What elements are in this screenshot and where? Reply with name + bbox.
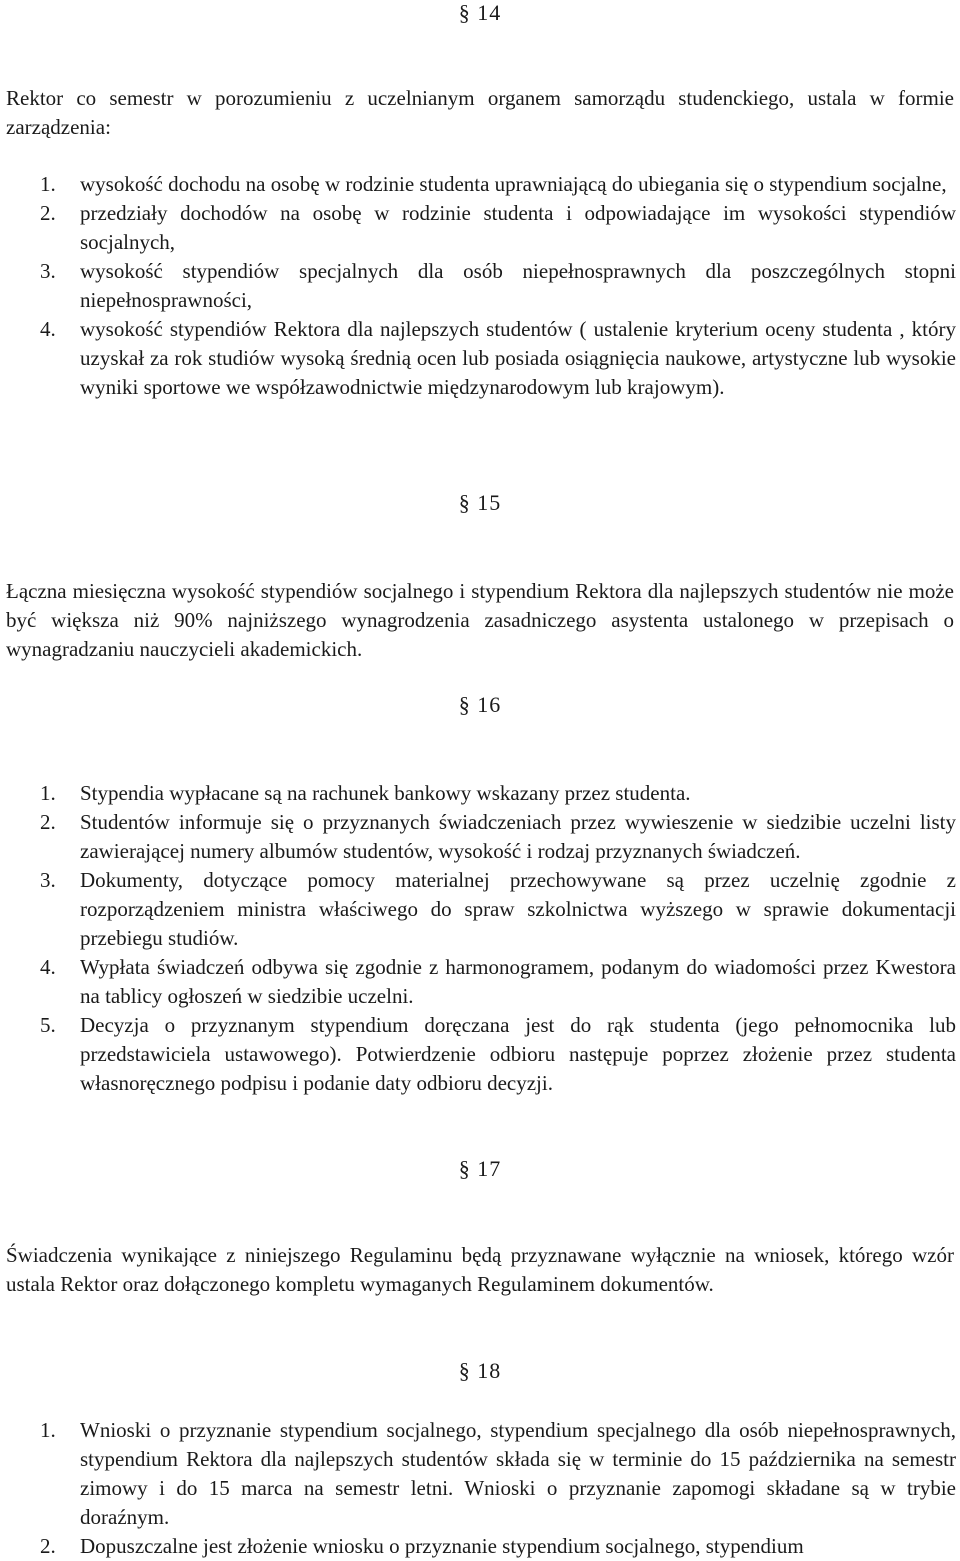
list-item (0, 170, 956, 199)
section-16-list (0, 779, 956, 1098)
list-item (0, 1416, 956, 1532)
item-number: 4. (40, 317, 56, 341)
list-item (0, 953, 956, 1011)
list-item (0, 257, 956, 315)
section-heading-14: § 14 (458, 0, 502, 25)
section-18-list (0, 1416, 956, 1561)
list-item (0, 779, 956, 808)
list-item (0, 866, 956, 953)
item-text: wysokość stypendiów specjalnych dla osób niepełnosprawnych dla poszczególnych stopni niepełnosprawności, (80, 259, 956, 312)
item-text: Wypłata świadczeń odbywa się zgodnie z harmonogramem, podanym do wiadomości przez Kwestora na tablicy ogłoszeń w siedzibie uczelni. (80, 955, 956, 1008)
item-number: 1. (40, 781, 56, 805)
item-text: Decyzja o przyznanym stypendium doręczana jest do rąk studenta (jego pełnomocnika lub przedstawiciela ustawowego). Potwierdzenie odbioru następuje poprzez złożenie przez studenta własnoręcznego podpisu i podanie daty odbioru decyzji. (80, 1013, 956, 1095)
section-17-text: Świadczenia wynikające z niniejszego Regulaminu będą przyznawane wyłącznie na wniosek, którego wzór ustala Rektor oraz dołączonego kompletu wymaganych Regulaminem dokumentów. (6, 1243, 954, 1296)
item-number: 2. (40, 201, 56, 225)
item-text: przedziały dochodów na osobę w rodzinie studenta i odpowiadające im wysokości stypendiów socjalnych, (80, 201, 956, 254)
item-number: 1. (40, 1418, 56, 1442)
item-number: 1. (40, 172, 56, 196)
item-number: 4. (40, 955, 56, 979)
section-heading-15: § 15 (458, 490, 502, 515)
section-15-text: Łączna miesięczna wysokość stypendiów socjalnego i stypendium Rektora dla najlepszych studentów nie może być większa niż 90% najniższego wynagrodzenia zasadniczego asystenta ustalonego w przepisach o wynagradzaniu nauczycieli akademickich. (6, 579, 954, 661)
item-number: 2. (40, 810, 56, 834)
section-heading-16: § 16 (458, 692, 502, 717)
item-number: 2. (40, 1534, 56, 1558)
item-text: wysokość stypendiów Rektora dla najlepszych studentów ( ustalenie kryterium oceny studenta , który uzyskał za rok studiów wysoką średnią ocen lub posiada osiągnięcia naukowe, artystyczne lub wysokie wyniki sportowe we współzawodnictwie międzynarodowym lub krajowym). (80, 317, 956, 399)
item-text: Stypendia wypłacane są na rachunek bankowy wskazany przez studenta. (80, 781, 691, 805)
item-text: wysokość dochodu na osobę w rodzinie studenta uprawniającą do ubiegania się o stypendium socjalne, (80, 172, 947, 196)
item-text: Dokumenty, dotyczące pomocy materialnej przechowywane są przez uczelnię zgodnie z rozporządzeniem ministra właściwego do spraw szkolnictwa wyższego w sprawie dokumentacji przebiegu studiów. (80, 868, 956, 950)
item-text: Wnioski o przyznanie stypendium socjalnego, stypendium specjalnego dla osób niepełnosprawnych, stypendium Rektora dla najlepszych studentów składa się w terminie do 15 października na semestr zimowy i do 15 marca na semestr letni. Wnioski o przyznanie zapomogi składane są w trybie doraźnym. (80, 1418, 956, 1529)
list-item (0, 1011, 956, 1098)
list-item (0, 1532, 956, 1561)
item-text: Studentów informuje się o przyznanych świadczeniach przez wywieszenie w siedzibie uczelni listy zawierającej numery albumów studentów, wysokość i rodzaj przyznanych świadczeń. (80, 810, 956, 863)
list-item (0, 199, 956, 257)
list-item (0, 315, 956, 402)
item-number: 5. (40, 1013, 56, 1037)
section-14-intro: Rektor co semestr w porozumieniu z uczelnianym organem samorządu studenckiego, ustala w formie zarządzenia: (6, 86, 954, 139)
section-heading-17: § 17 (458, 1156, 502, 1181)
section-heading-18: § 18 (458, 1358, 502, 1383)
item-number: 3. (40, 259, 56, 283)
list-item (0, 808, 956, 866)
section-14-list (0, 170, 956, 402)
item-text: Dopuszczalne jest złożenie wniosku o przyznanie stypendium socjalnego, stypendium (80, 1534, 804, 1558)
item-number: 3. (40, 868, 56, 892)
